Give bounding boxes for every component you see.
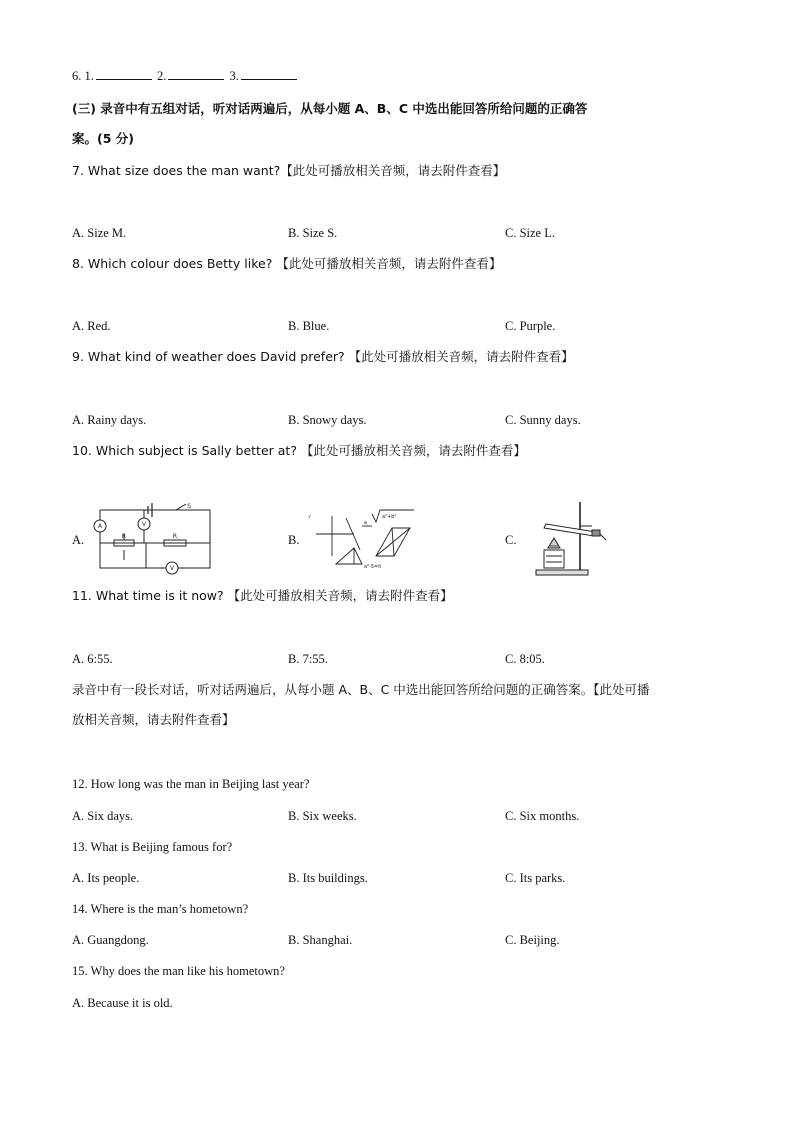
q11-option-a[interactable]: A. 6:55. xyxy=(72,652,113,666)
switch-label: S xyxy=(187,503,191,510)
chemistry-apparatus-icon xyxy=(530,498,608,578)
q9-option-a[interactable]: A. Rainy days. xyxy=(72,413,147,427)
q12-option-b[interactable]: B. Six weeks. xyxy=(288,809,357,823)
q10-option-b[interactable]: B. xyxy=(288,533,300,547)
q6-blank2-label: 2. xyxy=(157,69,167,83)
q11-option-b[interactable]: B. 7:55. xyxy=(288,652,328,666)
question-12: 12. How long was the man in Beijing last year? xyxy=(72,777,310,791)
math-geometry-icon xyxy=(306,506,418,572)
question-6-blanks xyxy=(72,68,299,84)
voltmeter-label-2: V xyxy=(169,565,175,572)
long-dialog-instructions-line1: 录音中有一段长对话，听对话两遍后，从每小题 A、B、C 中选出能回答所给问题的正确答案。【此处可播 xyxy=(72,682,650,697)
q8-option-c[interactable]: C. Purple. xyxy=(505,319,556,333)
question-11: 11. What time is it now? 【此处可播放相关音频，请去附件查看】 xyxy=(72,588,453,603)
question-9: 9. What kind of weather does David prefer? 【此处可播放相关音频，请去附件查看】 xyxy=(72,349,574,364)
q7-option-c[interactable]: C. Size L. xyxy=(505,226,555,240)
long-dialog-instructions-line2: 放相关音频，请去附件查看】 xyxy=(72,712,235,727)
q8-option-b[interactable]: B. Blue. xyxy=(288,319,330,333)
blank-3[interactable] xyxy=(241,68,297,80)
q7-option-a[interactable]: A. Size M. xyxy=(72,226,127,240)
q12-option-c[interactable]: C. Six months. xyxy=(505,809,580,823)
q6-prefix: 6. 1. xyxy=(72,69,94,83)
q15-option-a[interactable]: A. Because it is old. xyxy=(72,996,173,1010)
question-10: 10. Which subject is Sally better at? 【此处可播放相关音频，请去附件查看】 xyxy=(72,443,526,458)
voltmeter-label-1: V xyxy=(141,521,147,528)
question-7: 7. What size does the man want?【此处可播放相关音频，请去附件查看】 xyxy=(72,163,506,178)
q10-option-a[interactable]: A. xyxy=(72,533,85,547)
blank-2[interactable] xyxy=(168,68,224,80)
svg-text:√: √ xyxy=(308,514,312,520)
svg-text:a²+b²: a²+b² xyxy=(382,514,397,520)
q12-option-a[interactable]: A. Six days. xyxy=(72,809,134,823)
q11-option-c[interactable]: C. 8:05. xyxy=(505,652,545,666)
q13-option-c[interactable]: C. Its parks. xyxy=(505,871,566,885)
question-8: 8. Which colour does Betty like? 【此处可播放相关音频，请去附件查看】 xyxy=(72,256,502,271)
r1-label: R xyxy=(121,533,127,540)
q9-option-b[interactable]: B. Snowy days. xyxy=(288,413,367,427)
q10-option-c[interactable]: C. xyxy=(505,533,517,547)
question-15: 15. Why does the man like his hometown? xyxy=(72,964,285,978)
question-13: 13. What is Beijing famous for? xyxy=(72,840,233,854)
q14-option-a[interactable]: A. Guangdong. xyxy=(72,933,149,947)
blank-1[interactable] xyxy=(96,68,152,80)
question-14: 14. Where is the man’s hometown? xyxy=(72,902,249,916)
q13-option-a[interactable]: A. Its people. xyxy=(72,871,140,885)
section-3-heading-line2: 案。(5 分) xyxy=(72,131,134,146)
q14-option-b[interactable]: B. Shanghai. xyxy=(288,933,353,947)
ammeter-label: A xyxy=(97,523,103,530)
q6-blank3-label: 3. xyxy=(229,69,239,83)
q8-option-a[interactable]: A. Red. xyxy=(72,319,111,333)
r2-label: R xyxy=(172,533,178,540)
section-3-heading-line1: (三) 录音中有五组对话，听对话两遍后，从每小题 A、B、C 中选出能回答所给问题的正确答 xyxy=(72,101,588,116)
q7-option-b[interactable]: B. Size S. xyxy=(288,226,338,240)
svg-text:a²-5=h: a²-5=h xyxy=(364,564,382,570)
q9-option-c[interactable]: C. Sunny days. xyxy=(505,413,581,427)
svg-text:a: a xyxy=(364,520,368,526)
q14-option-c[interactable]: C. Beijing. xyxy=(505,933,560,947)
q13-option-b[interactable]: B. Its buildings. xyxy=(288,871,368,885)
circuit-diagram-icon xyxy=(86,498,214,576)
